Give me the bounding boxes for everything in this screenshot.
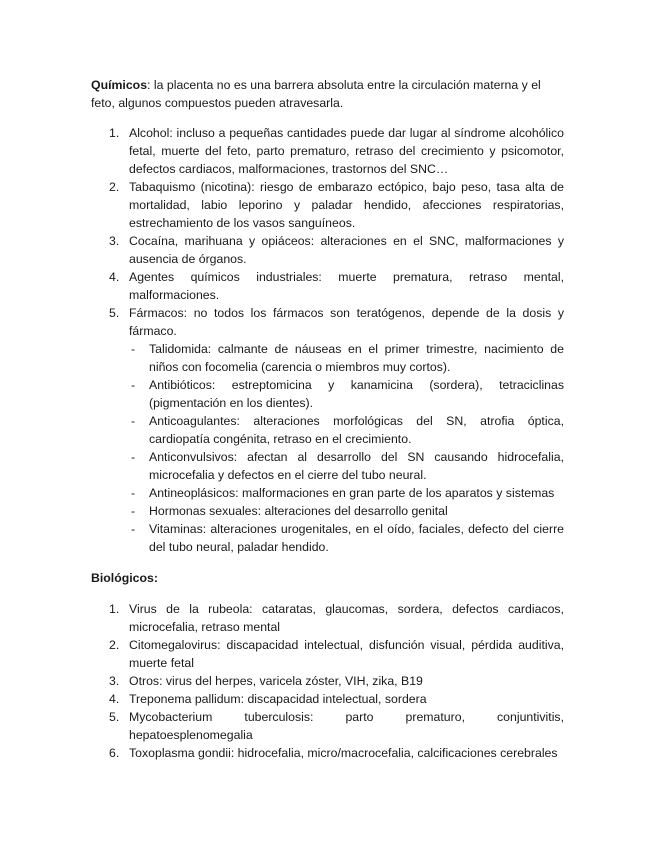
dash-marker: - (131, 486, 136, 500)
biological-list (91, 600, 564, 762)
list-number: 3. (109, 674, 120, 688)
list-item-text: Toxoplasma gondii: hidrocefalia, micro/macrocefalia, calcificaciones cerebrales (129, 746, 558, 760)
sub-list-item (129, 520, 564, 556)
list-item-text: Otros: virus del herpes, varicela zóster, VIH, zika, B19 (129, 674, 423, 688)
list-item-text: Tabaquismo (nicotina): riesgo de embarazo ectópico, bajo peso, tasa alta de mortalidad, labio leporino y paladar hendido, afecciones respiratorias, estrechamiento de los vasos sanguíneos. (129, 180, 564, 230)
sub-list-item (129, 448, 564, 484)
list-item (91, 690, 564, 708)
sub-list-item (129, 412, 564, 448)
list-item (91, 268, 564, 304)
biological-heading: Biológicos: (91, 571, 158, 585)
dash-marker: - (131, 342, 136, 356)
dash-marker: - (131, 414, 136, 428)
list-number: 1. (109, 126, 120, 140)
dash-marker: - (131, 522, 136, 536)
list-number: 2. (109, 638, 120, 652)
sub-list-item-text: Antineoplásicos: malformaciones en gran parte de los aparatos y sistemas (149, 486, 555, 500)
list-item-text: Treponema pallidum: discapacidad intelectual, sordera (129, 692, 427, 706)
list-item (91, 708, 564, 744)
dash-marker: - (131, 504, 136, 518)
list-number: 4. (109, 270, 120, 284)
sub-list-item-text: Anticonvulsivos: afectan al desarrollo del SN causando hidrocefalia, microcefalia y defectos en el cierre del tubo neural. (149, 450, 564, 482)
list-item-text: Fármacos: no todos los fármacos son teratógenos, depende de la dosis y fármaco. (129, 306, 564, 338)
sub-list-item (129, 340, 564, 376)
intro-text: : la placenta no es una barrera absoluta entre la circulación materna y el feto, algunos compuestos pueden atravesarla. (91, 78, 541, 110)
list-item-text: Agentes químicos industriales: muerte prematura, retraso mental, malformaciones. (129, 270, 564, 302)
drugs-list (129, 340, 564, 556)
list-item (91, 636, 564, 672)
sub-list-item (129, 376, 564, 412)
dash-marker: - (131, 450, 136, 464)
list-item (91, 178, 564, 232)
sub-list-item-text: Talidomida: calmante de náuseas en el primer trimestre, nacimiento de niños con focomelia (carencia o miembros muy cortos). (149, 342, 564, 374)
list-item-text: Virus de la rubeola: cataratas, glaucomas, sordera, defectos cardiacos, microcefalia, retraso mental (129, 602, 564, 634)
list-number: 5. (109, 306, 120, 320)
list-number: 2. (109, 180, 120, 194)
list-number: 3. (109, 234, 120, 248)
list-item (91, 600, 564, 636)
sub-list-item-text: Anticoagulantes: alteraciones morfológicas del SN, atrofia óptica, cardiopatía congénita, retraso en el crecimiento. (149, 414, 564, 446)
chemicals-list (91, 124, 564, 556)
sub-list-item-text: Antibióticos: estreptomicina y kanamicina (sordera), tetraciclinas (pigmentación en los dientes). (149, 378, 564, 410)
list-number: 1. (109, 602, 120, 616)
sub-list-item-text: Hormonas sexuales: alteraciones del desarrollo genital (149, 504, 448, 518)
list-item-text: Citomegalovirus: discapacidad intelectual, disfunción visual, pérdida auditiva, muerte fetal (129, 638, 564, 670)
sub-list-item-text: Vitaminas: alteraciones urogenitales, en el oído, faciales, defecto del cierre del tubo neural, paladar hendido. (149, 522, 564, 554)
list-item-text: Cocaína, marihuana y opiáceos: alteraciones en el SNC, malformaciones y ausencia de órganos. (129, 234, 564, 266)
sub-list-item (129, 484, 564, 502)
list-item (91, 304, 564, 556)
intro-label: Químicos (91, 78, 148, 92)
list-number: 4. (109, 692, 120, 706)
intro-paragraph (91, 76, 564, 112)
list-item (91, 124, 564, 178)
list-item-text: Mycobacterium tuberculosis: parto prematuro, conjuntivitis, hepatoesplenomegalia (129, 710, 564, 742)
sub-list-item (129, 502, 564, 520)
list-number: 5. (109, 710, 120, 724)
list-item (91, 672, 564, 690)
list-item-text: Alcohol: incluso a pequeñas cantidades puede dar lugar al síndrome alcohólico fetal, muerte del feto, parto prematuro, retraso del crecimiento y psicomotor, defectos cardiacos, malformaciones, trastornos del SNC… (129, 126, 564, 176)
dash-marker: - (131, 378, 136, 392)
list-item (91, 744, 564, 762)
list-item (91, 232, 564, 268)
list-number: 6. (109, 746, 120, 760)
